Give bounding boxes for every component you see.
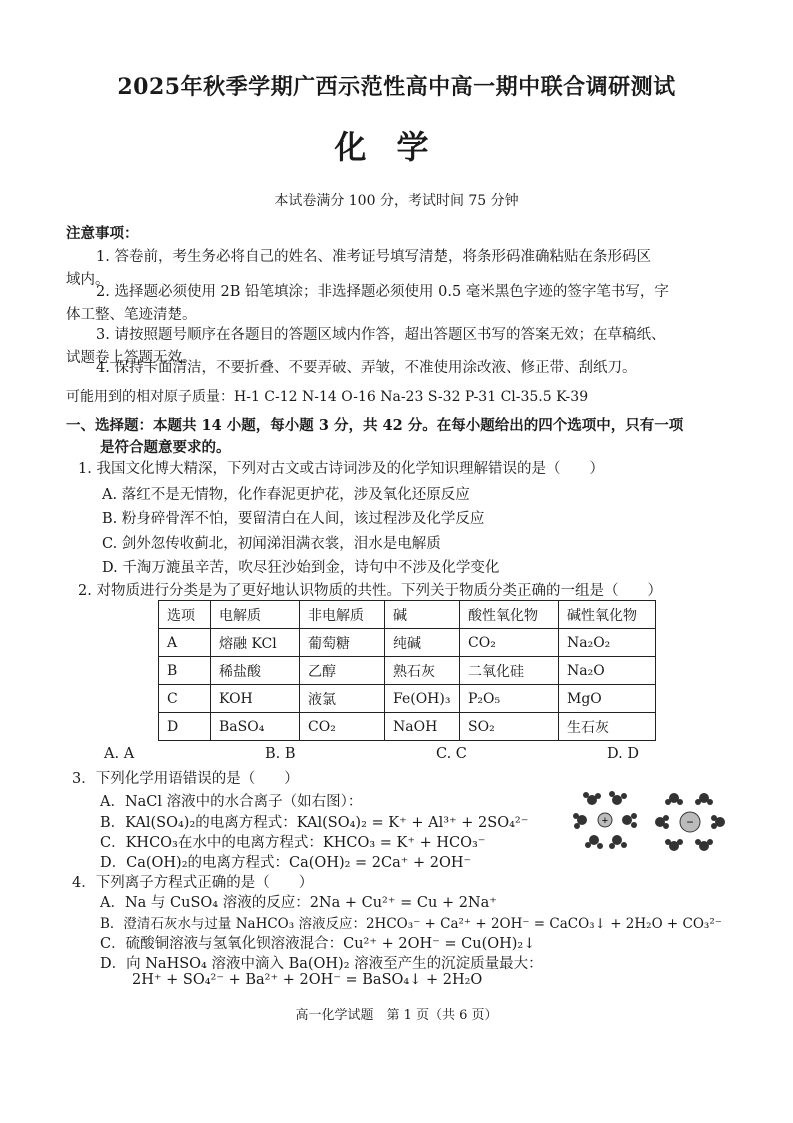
table-header: 酸性氧化物 — [460, 601, 559, 629]
table-cell: CO₂ — [460, 629, 559, 657]
table-cell: 二氧化硅 — [460, 657, 559, 685]
equation: 2H⁺ + SO₄²⁻ + Ba²⁺ + 2OH⁻ = BaSO₄↓ + 2H₂O — [132, 972, 483, 988]
option-label: D．Ca(OH)₂的电离方程式： — [100, 855, 290, 871]
table-cell: 葡萄糖 — [300, 629, 385, 657]
table-cell: Na₂O₂ — [559, 629, 656, 657]
hydrated-cation-figure — [572, 790, 642, 850]
table-header: 碱 — [385, 601, 460, 629]
question-stem: 2. 对物质进行分类是为了更好地认识物质的共性。下列关于物质分类正确的一组是（ ） — [78, 583, 662, 599]
table-cell: 乙醇 — [300, 657, 385, 685]
notice-line: 试题卷上答题无效。 — [66, 350, 197, 366]
notice-heading: 注意事项： — [66, 225, 139, 242]
page-footer: 高一化学试题 第 1 页（共 6 页） — [295, 1008, 498, 1023]
table-cell: 熔融 KCl — [211, 629, 300, 657]
subject-title: 化学 — [334, 128, 459, 166]
option: B. 粉身碎骨浑不怕，要留清白在人间，该过程涉及化学反应 — [102, 511, 485, 527]
option: C. C — [436, 746, 467, 762]
option: D. D — [607, 746, 639, 762]
option: A. A — [104, 746, 135, 762]
table-header: 非电解质 — [300, 601, 385, 629]
option — [100, 811, 528, 832]
table-cell: Na₂O — [559, 657, 656, 685]
table-header: 碱性氧化物 — [559, 601, 656, 629]
option: D. 千淘万漉虽辛苦，吹尽狂沙始到金，诗句中不涉及化学变化 — [102, 560, 500, 576]
equation: 2Na + Cu²⁺ = Cu + 2Na⁺ — [309, 895, 497, 911]
table-cell: MgO — [559, 685, 656, 713]
table-header-row — [159, 601, 656, 629]
option — [100, 831, 485, 852]
table-row — [159, 657, 656, 685]
hydrated-anion-figure — [652, 790, 728, 854]
table-cell: 液氯 — [300, 685, 385, 713]
table-cell: KOH — [211, 685, 300, 713]
classification-table — [158, 600, 656, 741]
table-row — [159, 629, 656, 657]
notice-line: 4. 保持卡面清洁，不要折叠、不要弄破、弄皱，不准使用涂改液、修正带、刮纸刀。 — [96, 360, 637, 376]
table-cell: A — [159, 629, 211, 657]
option-label: B．澄清石灰水与过量 NaHCO₃ 溶液反应： — [100, 916, 366, 932]
table-cell: 熟石灰 — [385, 657, 460, 685]
table-cell: NaOH — [385, 713, 460, 741]
option — [100, 891, 497, 912]
option — [100, 932, 535, 953]
table-cell: B — [159, 657, 211, 685]
table-cell: D — [159, 713, 211, 741]
equation: KAl(SO₄)₂ = K⁺ + Al³⁺ + 2SO₄²⁻ — [296, 815, 529, 831]
section-heading-cont: 是符合题意要求的。 — [100, 439, 231, 456]
table-cell: CO₂ — [300, 713, 385, 741]
option-label: B．KAl(SO₄)₂的电离方程式： — [100, 815, 297, 831]
equation: 2HCO₃⁻ + Ca²⁺ + 2OH⁻ = CaCO₃↓ + 2H₂O + CO₃²⁻ — [365, 916, 722, 932]
table-header: 电解质 — [211, 601, 300, 629]
notice-line: 域内。 — [66, 272, 110, 288]
table-cell: BaSO₄ — [211, 713, 300, 741]
table-cell: Fe(OH)₃ — [385, 685, 460, 713]
option: A. 落红不是无情物，化作春泥更护花，涉及氧化还原反应 — [102, 487, 470, 503]
equation: Cu²⁺ + 2OH⁻ = Cu(OH)₂↓ — [343, 936, 536, 952]
notice-line: 3. 请按照题号顺序在各题目的答题区域内作答，超出答题区书写的答案无效；在草稿纸、 — [96, 327, 666, 343]
notice-line: 2. 选择题必须使用 2B 铅笔填涂；非选择题必须使用 0.5 毫米黑色字迹的签字笔书写，字 — [96, 284, 669, 300]
option: A．NaCl 溶液中的水合离子（如右图）： — [100, 794, 363, 810]
table-header: 选项 — [159, 601, 211, 629]
table-cell: C — [159, 685, 211, 713]
atomic-masses: 可能用到的相对原子质量：H-1 C-12 N-14 O-16 Na-23 S-32 P-31 Cl-35.5 K-39 — [66, 389, 589, 405]
option-label: A．Na 与 CuSO₄ 溶液的反应： — [100, 895, 310, 911]
table-cell: SO₂ — [460, 713, 559, 741]
table-row — [159, 685, 656, 713]
option-label: C．KHCO₃在水中的电离方程式： — [100, 835, 323, 851]
option-label: C．硫酸铜溶液与氢氧化钡溶液混合： — [100, 936, 344, 952]
section-heading: 一、选择题：本题共 14 小题，每小题 3 分，共 42 分。在每小题给出的四个选项中，只有一项 — [66, 417, 684, 434]
table-cell: P₂O₅ — [460, 685, 559, 713]
option: B. B — [265, 746, 296, 762]
question-stem: 3．下列化学用语错误的是（ ） — [72, 771, 299, 787]
question-stem: 4．下列离子方程式正确的是（ ） — [72, 875, 314, 891]
table-row — [159, 713, 656, 741]
notice-line: 体工整、笔迹清楚。 — [66, 307, 197, 323]
equation: Ca(OH)₂ = 2Ca⁺ + 2OH⁻ — [289, 855, 472, 871]
equation: KHCO₃ = K⁺ + HCO₃⁻ — [322, 835, 486, 851]
anion-sign: − — [686, 815, 694, 829]
option — [100, 851, 471, 872]
table-cell: 纯碱 — [385, 629, 460, 657]
option: D．向 NaHSO₄ 溶液中滴入 Ba(OH)₂ 溶液至产生的沉淀质量最大： — [100, 956, 543, 972]
option — [100, 912, 722, 932]
option: C. 剑外忽传收蓟北，初闻涕泪满衣裳，泪水是电解质 — [102, 536, 441, 552]
table-cell: 生石灰 — [559, 713, 656, 741]
question-stem: 1. 我国文化博大精深，下列对古文或古诗词涉及的化学知识理解错误的是（ ） — [78, 461, 604, 477]
cation-sign: + — [601, 815, 609, 827]
exam-title: 2025年秋季学期广西示范性高中高一期中联合调研测试 — [117, 74, 676, 100]
table-cell: 稀盐酸 — [211, 657, 300, 685]
exam-meta: 本试卷满分 100 分，考试时间 75 分钟 — [274, 193, 519, 209]
notice-line: 1. 答卷前，考生务必将自己的姓名、准考证号填写清楚，将条形码准确粘贴在条形码区 — [96, 249, 651, 265]
